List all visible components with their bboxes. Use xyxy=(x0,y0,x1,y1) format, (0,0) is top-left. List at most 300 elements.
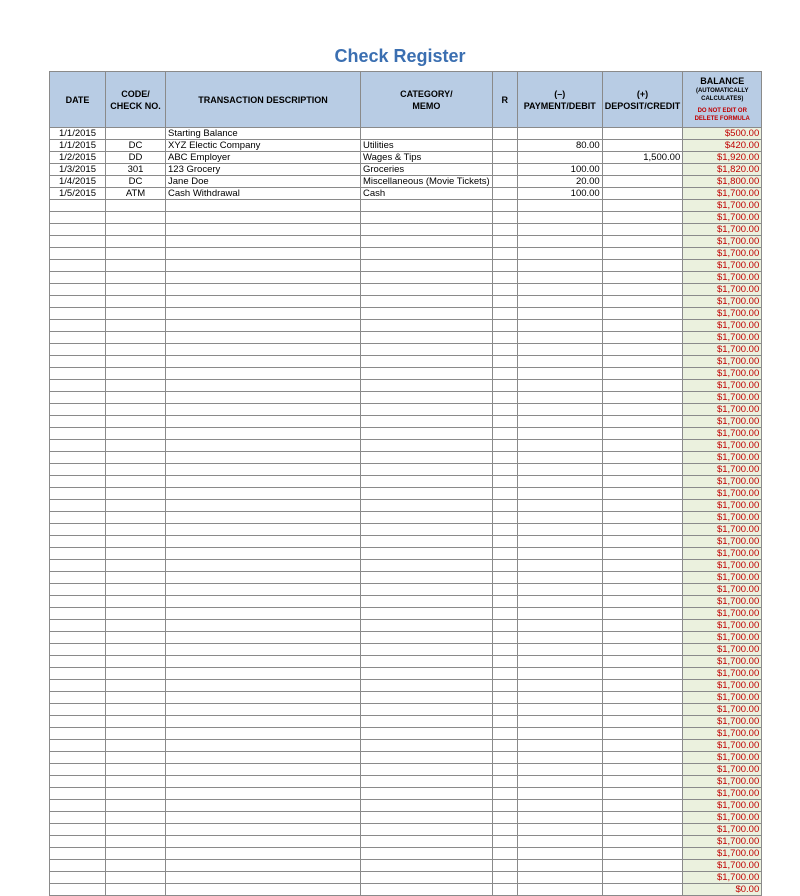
code-cell[interactable]: DC xyxy=(106,176,166,188)
description-cell[interactable] xyxy=(166,320,361,332)
deposit-cell[interactable] xyxy=(602,704,683,716)
reconciled-cell[interactable] xyxy=(492,176,517,188)
description-cell[interactable] xyxy=(166,236,361,248)
reconciled-cell[interactable] xyxy=(492,224,517,236)
code-cell[interactable] xyxy=(106,632,166,644)
reconciled-cell[interactable] xyxy=(492,764,517,776)
deposit-cell[interactable] xyxy=(602,176,683,188)
payment-cell[interactable]: 100.00 xyxy=(517,164,602,176)
reconciled-cell[interactable] xyxy=(492,812,517,824)
date-cell[interactable] xyxy=(50,500,106,512)
category-cell[interactable] xyxy=(361,344,493,356)
deposit-cell[interactable] xyxy=(602,680,683,692)
code-cell[interactable] xyxy=(106,884,166,896)
category-cell[interactable]: Cash xyxy=(361,188,493,200)
description-cell[interactable] xyxy=(166,476,361,488)
payment-cell[interactable] xyxy=(517,752,602,764)
description-cell[interactable] xyxy=(166,296,361,308)
category-cell[interactable] xyxy=(361,800,493,812)
reconciled-cell[interactable] xyxy=(492,848,517,860)
description-cell[interactable] xyxy=(166,272,361,284)
description-cell[interactable] xyxy=(166,692,361,704)
date-cell[interactable] xyxy=(50,200,106,212)
description-cell[interactable] xyxy=(166,884,361,896)
code-cell[interactable] xyxy=(106,368,166,380)
code-cell[interactable] xyxy=(106,572,166,584)
deposit-cell[interactable] xyxy=(602,440,683,452)
reconciled-cell[interactable] xyxy=(492,152,517,164)
description-cell[interactable] xyxy=(166,212,361,224)
category-cell[interactable]: Groceries xyxy=(361,164,493,176)
deposit-cell[interactable] xyxy=(602,656,683,668)
description-cell[interactable] xyxy=(166,560,361,572)
deposit-cell[interactable]: 1,500.00 xyxy=(602,152,683,164)
reconciled-cell[interactable] xyxy=(492,128,517,140)
date-cell[interactable] xyxy=(50,620,106,632)
reconciled-cell[interactable] xyxy=(492,788,517,800)
category-cell[interactable] xyxy=(361,212,493,224)
reconciled-cell[interactable] xyxy=(492,416,517,428)
deposit-cell[interactable] xyxy=(602,572,683,584)
code-cell[interactable] xyxy=(106,392,166,404)
date-cell[interactable] xyxy=(50,548,106,560)
category-cell[interactable] xyxy=(361,536,493,548)
description-cell[interactable] xyxy=(166,416,361,428)
description-cell[interactable] xyxy=(166,260,361,272)
date-cell[interactable] xyxy=(50,212,106,224)
description-cell[interactable] xyxy=(166,752,361,764)
deposit-cell[interactable] xyxy=(602,308,683,320)
code-cell[interactable] xyxy=(106,308,166,320)
deposit-cell[interactable] xyxy=(602,404,683,416)
deposit-cell[interactable] xyxy=(602,716,683,728)
reconciled-cell[interactable] xyxy=(492,692,517,704)
code-cell[interactable]: 301 xyxy=(106,164,166,176)
reconciled-cell[interactable] xyxy=(492,644,517,656)
code-cell[interactable] xyxy=(106,476,166,488)
code-cell[interactable] xyxy=(106,380,166,392)
deposit-cell[interactable] xyxy=(602,164,683,176)
payment-cell[interactable] xyxy=(517,152,602,164)
description-cell[interactable] xyxy=(166,716,361,728)
code-cell[interactable] xyxy=(106,248,166,260)
code-cell[interactable] xyxy=(106,740,166,752)
payment-cell[interactable]: 80.00 xyxy=(517,140,602,152)
payment-cell[interactable]: 20.00 xyxy=(517,176,602,188)
payment-cell[interactable] xyxy=(517,788,602,800)
code-cell[interactable] xyxy=(106,200,166,212)
reconciled-cell[interactable] xyxy=(492,248,517,260)
code-cell[interactable]: DC xyxy=(106,140,166,152)
code-cell[interactable] xyxy=(106,272,166,284)
category-cell[interactable] xyxy=(361,788,493,800)
payment-cell[interactable] xyxy=(517,320,602,332)
code-cell[interactable] xyxy=(106,212,166,224)
deposit-cell[interactable] xyxy=(602,752,683,764)
description-cell[interactable] xyxy=(166,656,361,668)
date-cell[interactable] xyxy=(50,332,106,344)
date-cell[interactable] xyxy=(50,728,106,740)
reconciled-cell[interactable] xyxy=(492,872,517,884)
payment-cell[interactable] xyxy=(517,260,602,272)
date-cell[interactable] xyxy=(50,692,106,704)
reconciled-cell[interactable] xyxy=(492,308,517,320)
deposit-cell[interactable] xyxy=(602,392,683,404)
date-cell[interactable] xyxy=(50,248,106,260)
category-cell[interactable] xyxy=(361,224,493,236)
reconciled-cell[interactable] xyxy=(492,296,517,308)
reconciled-cell[interactable] xyxy=(492,776,517,788)
category-cell[interactable] xyxy=(361,428,493,440)
date-cell[interactable]: 1/1/2015 xyxy=(50,140,106,152)
deposit-cell[interactable] xyxy=(602,728,683,740)
description-cell[interactable] xyxy=(166,740,361,752)
deposit-cell[interactable] xyxy=(602,284,683,296)
deposit-cell[interactable] xyxy=(602,632,683,644)
description-cell[interactable] xyxy=(166,764,361,776)
code-cell[interactable] xyxy=(106,764,166,776)
payment-cell[interactable] xyxy=(517,416,602,428)
category-cell[interactable]: Utilities xyxy=(361,140,493,152)
code-cell[interactable] xyxy=(106,464,166,476)
code-cell[interactable] xyxy=(106,752,166,764)
category-cell[interactable] xyxy=(361,764,493,776)
code-cell[interactable] xyxy=(106,416,166,428)
date-cell[interactable] xyxy=(50,452,106,464)
date-cell[interactable] xyxy=(50,380,106,392)
deposit-cell[interactable] xyxy=(602,464,683,476)
payment-cell[interactable] xyxy=(517,836,602,848)
reconciled-cell[interactable] xyxy=(492,476,517,488)
deposit-cell[interactable] xyxy=(602,776,683,788)
description-cell[interactable] xyxy=(166,584,361,596)
date-cell[interactable] xyxy=(50,260,106,272)
category-cell[interactable] xyxy=(361,488,493,500)
deposit-cell[interactable] xyxy=(602,320,683,332)
date-cell[interactable]: 1/2/2015 xyxy=(50,152,106,164)
code-cell[interactable] xyxy=(106,224,166,236)
date-cell[interactable] xyxy=(50,596,106,608)
deposit-cell[interactable] xyxy=(602,536,683,548)
code-cell[interactable] xyxy=(106,320,166,332)
category-cell[interactable] xyxy=(361,680,493,692)
payment-cell[interactable] xyxy=(517,572,602,584)
description-cell[interactable] xyxy=(166,620,361,632)
deposit-cell[interactable] xyxy=(602,488,683,500)
code-cell[interactable]: ATM xyxy=(106,188,166,200)
payment-cell[interactable] xyxy=(517,716,602,728)
date-cell[interactable] xyxy=(50,884,106,896)
category-cell[interactable] xyxy=(361,584,493,596)
date-cell[interactable] xyxy=(50,764,106,776)
payment-cell[interactable] xyxy=(517,524,602,536)
description-cell[interactable] xyxy=(166,512,361,524)
code-cell[interactable] xyxy=(106,776,166,788)
reconciled-cell[interactable] xyxy=(492,800,517,812)
payment-cell[interactable] xyxy=(517,512,602,524)
reconciled-cell[interactable] xyxy=(492,572,517,584)
code-cell[interactable] xyxy=(106,800,166,812)
description-cell[interactable] xyxy=(166,440,361,452)
payment-cell[interactable] xyxy=(517,224,602,236)
code-cell[interactable] xyxy=(106,536,166,548)
category-cell[interactable] xyxy=(361,812,493,824)
reconciled-cell[interactable] xyxy=(492,500,517,512)
category-cell[interactable] xyxy=(361,452,493,464)
category-cell[interactable] xyxy=(361,692,493,704)
payment-cell[interactable] xyxy=(517,368,602,380)
reconciled-cell[interactable] xyxy=(492,464,517,476)
code-cell[interactable] xyxy=(106,548,166,560)
code-cell[interactable] xyxy=(106,716,166,728)
code-cell[interactable] xyxy=(106,584,166,596)
description-cell[interactable] xyxy=(166,452,361,464)
deposit-cell[interactable] xyxy=(602,224,683,236)
deposit-cell[interactable] xyxy=(602,800,683,812)
code-cell[interactable] xyxy=(106,452,166,464)
reconciled-cell[interactable] xyxy=(492,380,517,392)
date-cell[interactable] xyxy=(50,740,106,752)
payment-cell[interactable]: 100.00 xyxy=(517,188,602,200)
description-cell[interactable] xyxy=(166,200,361,212)
category-cell[interactable]: Miscellaneous (Movie Tickets) xyxy=(361,176,493,188)
date-cell[interactable]: 1/1/2015 xyxy=(50,128,106,140)
description-cell[interactable] xyxy=(166,788,361,800)
code-cell[interactable] xyxy=(106,128,166,140)
category-cell[interactable] xyxy=(361,884,493,896)
description-cell[interactable]: Cash Withdrawal xyxy=(166,188,361,200)
description-cell[interactable] xyxy=(166,776,361,788)
code-cell[interactable] xyxy=(106,644,166,656)
payment-cell[interactable] xyxy=(517,620,602,632)
code-cell[interactable] xyxy=(106,428,166,440)
deposit-cell[interactable] xyxy=(602,248,683,260)
category-cell[interactable] xyxy=(361,356,493,368)
payment-cell[interactable] xyxy=(517,212,602,224)
category-cell[interactable] xyxy=(361,776,493,788)
date-cell[interactable] xyxy=(50,428,106,440)
payment-cell[interactable] xyxy=(517,440,602,452)
category-cell[interactable] xyxy=(361,128,493,140)
deposit-cell[interactable] xyxy=(602,884,683,896)
payment-cell[interactable] xyxy=(517,584,602,596)
reconciled-cell[interactable] xyxy=(492,608,517,620)
code-cell[interactable] xyxy=(106,500,166,512)
code-cell[interactable] xyxy=(106,788,166,800)
reconciled-cell[interactable] xyxy=(492,584,517,596)
category-cell[interactable] xyxy=(361,380,493,392)
category-cell[interactable] xyxy=(361,860,493,872)
payment-cell[interactable] xyxy=(517,332,602,344)
description-cell[interactable]: Starting Balance xyxy=(166,128,361,140)
date-cell[interactable]: 1/3/2015 xyxy=(50,164,106,176)
date-cell[interactable] xyxy=(50,308,106,320)
reconciled-cell[interactable] xyxy=(492,236,517,248)
reconciled-cell[interactable] xyxy=(492,836,517,848)
description-cell[interactable] xyxy=(166,404,361,416)
reconciled-cell[interactable] xyxy=(492,824,517,836)
description-cell[interactable] xyxy=(166,224,361,236)
reconciled-cell[interactable] xyxy=(492,272,517,284)
category-cell[interactable] xyxy=(361,596,493,608)
payment-cell[interactable] xyxy=(517,248,602,260)
deposit-cell[interactable] xyxy=(602,428,683,440)
date-cell[interactable] xyxy=(50,872,106,884)
payment-cell[interactable] xyxy=(517,704,602,716)
payment-cell[interactable] xyxy=(517,200,602,212)
description-cell[interactable] xyxy=(166,728,361,740)
date-cell[interactable] xyxy=(50,848,106,860)
code-cell[interactable] xyxy=(106,824,166,836)
description-cell[interactable] xyxy=(166,308,361,320)
payment-cell[interactable] xyxy=(517,428,602,440)
payment-cell[interactable] xyxy=(517,500,602,512)
deposit-cell[interactable] xyxy=(602,560,683,572)
category-cell[interactable] xyxy=(361,656,493,668)
description-cell[interactable] xyxy=(166,332,361,344)
deposit-cell[interactable] xyxy=(602,788,683,800)
category-cell[interactable] xyxy=(361,644,493,656)
payment-cell[interactable] xyxy=(517,740,602,752)
reconciled-cell[interactable] xyxy=(492,452,517,464)
category-cell[interactable] xyxy=(361,740,493,752)
payment-cell[interactable] xyxy=(517,344,602,356)
description-cell[interactable]: Jane Doe xyxy=(166,176,361,188)
deposit-cell[interactable] xyxy=(602,668,683,680)
description-cell[interactable] xyxy=(166,356,361,368)
reconciled-cell[interactable] xyxy=(492,656,517,668)
deposit-cell[interactable] xyxy=(602,128,683,140)
payment-cell[interactable] xyxy=(517,776,602,788)
reconciled-cell[interactable] xyxy=(492,560,517,572)
date-cell[interactable] xyxy=(50,572,106,584)
code-cell[interactable] xyxy=(106,488,166,500)
payment-cell[interactable] xyxy=(517,284,602,296)
date-cell[interactable] xyxy=(50,536,106,548)
reconciled-cell[interactable] xyxy=(492,668,517,680)
deposit-cell[interactable] xyxy=(602,836,683,848)
code-cell[interactable] xyxy=(106,656,166,668)
description-cell[interactable] xyxy=(166,668,361,680)
payment-cell[interactable] xyxy=(517,404,602,416)
description-cell[interactable] xyxy=(166,248,361,260)
category-cell[interactable] xyxy=(361,668,493,680)
description-cell[interactable] xyxy=(166,848,361,860)
payment-cell[interactable] xyxy=(517,488,602,500)
category-cell[interactable] xyxy=(361,368,493,380)
category-cell[interactable] xyxy=(361,272,493,284)
payment-cell[interactable] xyxy=(517,356,602,368)
payment-cell[interactable] xyxy=(517,824,602,836)
category-cell[interactable] xyxy=(361,236,493,248)
category-cell[interactable] xyxy=(361,500,493,512)
category-cell[interactable] xyxy=(361,716,493,728)
code-cell[interactable] xyxy=(106,440,166,452)
category-cell[interactable] xyxy=(361,320,493,332)
deposit-cell[interactable] xyxy=(602,512,683,524)
date-cell[interactable] xyxy=(50,656,106,668)
reconciled-cell[interactable] xyxy=(492,392,517,404)
deposit-cell[interactable] xyxy=(602,476,683,488)
code-cell[interactable] xyxy=(106,860,166,872)
code-cell[interactable] xyxy=(106,692,166,704)
date-cell[interactable] xyxy=(50,272,106,284)
code-cell[interactable] xyxy=(106,668,166,680)
reconciled-cell[interactable] xyxy=(492,632,517,644)
category-cell[interactable] xyxy=(361,332,493,344)
payment-cell[interactable] xyxy=(517,728,602,740)
deposit-cell[interactable] xyxy=(602,200,683,212)
description-cell[interactable] xyxy=(166,536,361,548)
deposit-cell[interactable] xyxy=(602,332,683,344)
date-cell[interactable] xyxy=(50,668,106,680)
date-cell[interactable] xyxy=(50,836,106,848)
code-cell[interactable] xyxy=(106,344,166,356)
payment-cell[interactable] xyxy=(517,536,602,548)
date-cell[interactable] xyxy=(50,800,106,812)
category-cell[interactable] xyxy=(361,524,493,536)
payment-cell[interactable] xyxy=(517,644,602,656)
reconciled-cell[interactable] xyxy=(492,740,517,752)
category-cell[interactable] xyxy=(361,308,493,320)
code-cell[interactable] xyxy=(106,404,166,416)
deposit-cell[interactable] xyxy=(602,368,683,380)
reconciled-cell[interactable] xyxy=(492,344,517,356)
description-cell[interactable] xyxy=(166,800,361,812)
date-cell[interactable] xyxy=(50,464,106,476)
payment-cell[interactable] xyxy=(517,464,602,476)
description-cell[interactable] xyxy=(166,704,361,716)
reconciled-cell[interactable] xyxy=(492,320,517,332)
description-cell[interactable]: 123 Grocery xyxy=(166,164,361,176)
payment-cell[interactable] xyxy=(517,296,602,308)
code-cell[interactable] xyxy=(106,608,166,620)
payment-cell[interactable] xyxy=(517,308,602,320)
reconciled-cell[interactable] xyxy=(492,716,517,728)
code-cell[interactable] xyxy=(106,848,166,860)
reconciled-cell[interactable] xyxy=(492,596,517,608)
category-cell[interactable] xyxy=(361,248,493,260)
payment-cell[interactable] xyxy=(517,128,602,140)
code-cell[interactable] xyxy=(106,512,166,524)
category-cell[interactable] xyxy=(361,200,493,212)
payment-cell[interactable] xyxy=(517,596,602,608)
payment-cell[interactable] xyxy=(517,608,602,620)
payment-cell[interactable] xyxy=(517,452,602,464)
deposit-cell[interactable] xyxy=(602,608,683,620)
date-cell[interactable] xyxy=(50,344,106,356)
date-cell[interactable] xyxy=(50,320,106,332)
deposit-cell[interactable] xyxy=(602,212,683,224)
date-cell[interactable] xyxy=(50,524,106,536)
payment-cell[interactable] xyxy=(517,884,602,896)
deposit-cell[interactable] xyxy=(602,764,683,776)
deposit-cell[interactable] xyxy=(602,356,683,368)
date-cell[interactable] xyxy=(50,632,106,644)
description-cell[interactable] xyxy=(166,380,361,392)
category-cell[interactable] xyxy=(361,416,493,428)
deposit-cell[interactable] xyxy=(602,344,683,356)
date-cell[interactable] xyxy=(50,704,106,716)
description-cell[interactable] xyxy=(166,428,361,440)
deposit-cell[interactable] xyxy=(602,296,683,308)
code-cell[interactable] xyxy=(106,680,166,692)
category-cell[interactable] xyxy=(361,608,493,620)
payment-cell[interactable] xyxy=(517,392,602,404)
category-cell[interactable] xyxy=(361,512,493,524)
deposit-cell[interactable] xyxy=(602,380,683,392)
payment-cell[interactable] xyxy=(517,476,602,488)
